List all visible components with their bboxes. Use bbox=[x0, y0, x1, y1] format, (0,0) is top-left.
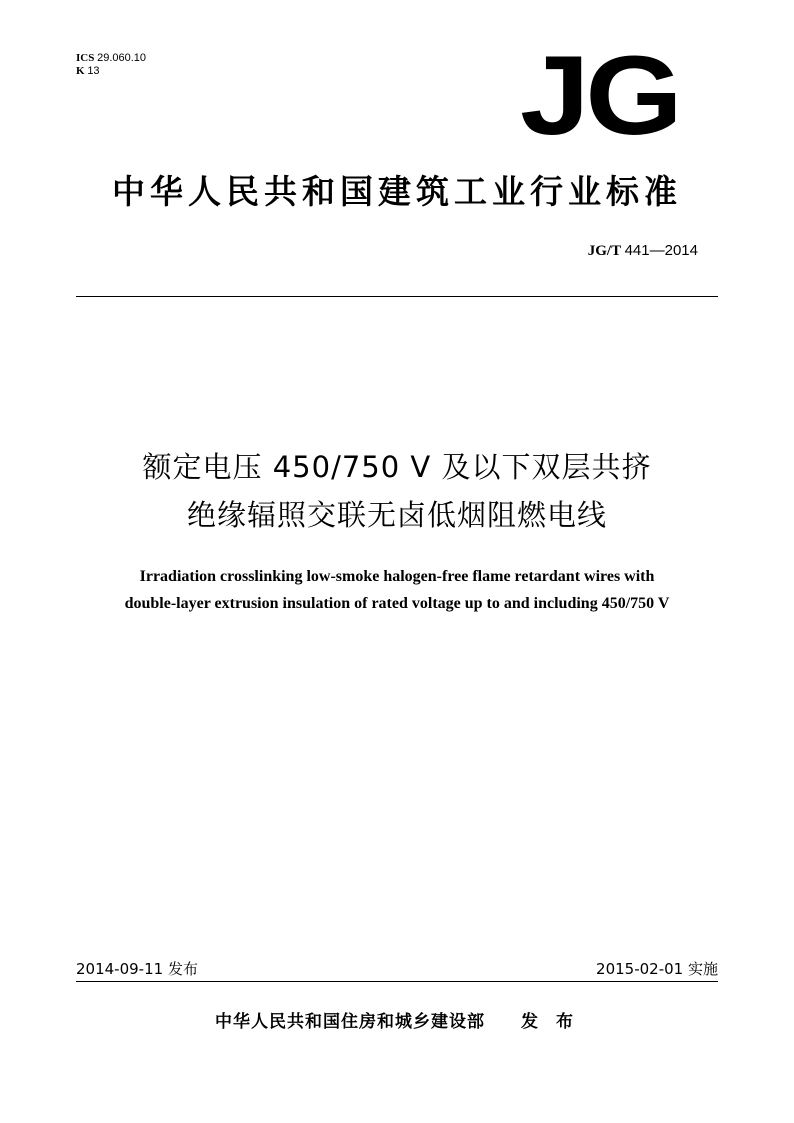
title-en-line2: double-layer extrusion insulation of rated voltage up to and including 450/750 V bbox=[124, 595, 670, 612]
ics-code: ICS 29.060.10 bbox=[76, 52, 147, 64]
title-cn-line2: 绝缘辐照交联无卤低烟阻燃电线 bbox=[186, 498, 607, 532]
issue-date: 2014-09-11 发布 bbox=[76, 960, 198, 978]
issuer-name: 中华人民共和国住房和城乡建设部 bbox=[215, 1012, 486, 1032]
title-cn-line1: 额定电压 450/750 V 及以下双层共挤 bbox=[142, 450, 652, 484]
standard-category: 中华人民共和国建筑工业行业标准 bbox=[112, 172, 682, 211]
footer-divider bbox=[76, 981, 718, 982]
effective-date: 2015-02-01 实施 bbox=[596, 960, 718, 978]
classification-codes bbox=[76, 52, 146, 78]
issue-action: 发 布 bbox=[521, 1012, 579, 1032]
standard-number: JG/T 441—2014 bbox=[587, 242, 698, 259]
jg-logo: JG bbox=[520, 33, 679, 158]
header-divider bbox=[76, 296, 718, 297]
issuer bbox=[0, 1007, 794, 1032]
ccs-code: K 13 bbox=[76, 65, 100, 77]
title-en-line1: Irradiation crosslinking low-smoke halogen-free flame retardant wires with bbox=[139, 568, 655, 585]
